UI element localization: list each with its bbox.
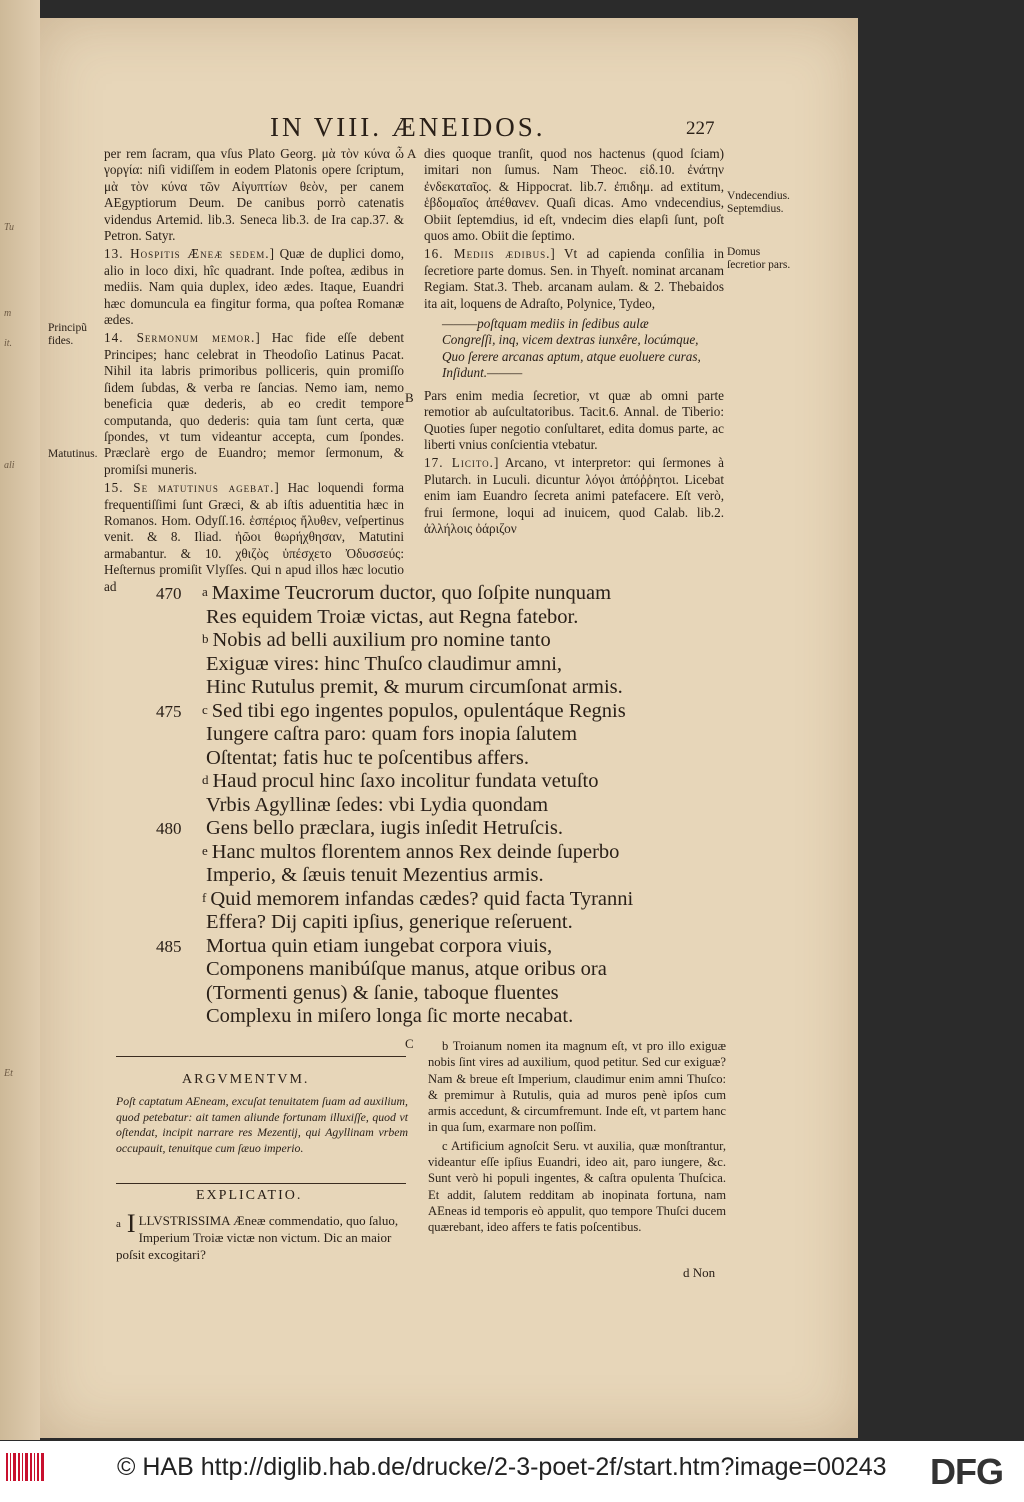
- lemma: 17. Licito.: [424, 455, 494, 471]
- verse-line: e Hanc multos florentem annos Rex deinde ſuperbo: [202, 840, 620, 863]
- paragraph: per rem ſacram, qua vſus Plato Georg. μὰ τὸν κύνα ὦ γοργία: niſi vidiſſem in eodem Platonis opere ſcriptum, μὰ τὸν κύνα τῶν Αἰγυπτίων θεὸν, per canem AEgyptiorum Deum. De canibus porrò catenatis videndus Artemid. lib.3. Seneca lib.3. de Ira cap.37. & Petron. Satyr.: [104, 146, 404, 244]
- paragraph: 13. Hospitis Æneæ sedem.] Quæ de duplici domo, alio in loco dixi, hîc quadrant. Inde poſtea, ædibus in mediis. Nam quia duplex, ideo ædes. Itaque, Euandri hæc domuncula ea fingitur forma, qua poſtea Romanæ ædes.: [104, 246, 404, 328]
- page-number: 227: [686, 118, 715, 139]
- dfg-logo: DFG: [930, 1451, 1003, 1492]
- lemma: 16. Mediis ædibus.: [424, 246, 551, 262]
- catchword: d Non: [683, 1265, 716, 1280]
- margin-note: Matutinus.: [48, 448, 98, 460]
- argumentum-title: ARGVMENTVM.: [182, 1072, 310, 1087]
- verse-line: Oſtentat; fatis huc te poſcentibus affers.: [206, 746, 529, 769]
- verse-line: Complexu in miſero longa ſic morte necabat.: [206, 1005, 574, 1027]
- lemma: 14. Sermonum memor.: [104, 330, 256, 346]
- verse-line: Res equidem Troiæ victas, aut Regna fatebor.: [206, 605, 579, 628]
- edge-mark: ali: [4, 460, 15, 471]
- argumentum-text: Poſt captatum AEneam, excuſat tenuitatem ſuam ad auxilium, quod petebatur: ait tamen aliunde fortunam illuxiſſe, quod vt oſtendat, incipit narrare res Mezentij, qui Agyllinam vrbem occupauit, tenuitque cum ſæuo imperio.: [116, 1094, 408, 1155]
- verse-line: 485 Mortua quin etiam iungebat corpora viuis,: [156, 934, 553, 957]
- verse-line: b Nobis ad belli auxilium pro nomine tanto: [202, 629, 551, 651]
- verse-line: Exiguæ vires: hinc Thuſco claudimur amni,: [206, 652, 563, 675]
- margin-note: Principũ fides.: [48, 322, 87, 347]
- lemma: 13. Hospitis Æneæ sedem.: [104, 246, 270, 262]
- verse-line: d Haud procul hinc ſaxo incolitur fundata vetuſto: [202, 770, 599, 792]
- note-letter: a: [116, 1218, 121, 1230]
- copyright-link[interactable]: © HAB http://diglib.hab.de/drucke/2-3-poet-2f/start.htm?image=00243: [117, 1453, 887, 1481]
- edge-mark: Et: [4, 1068, 13, 1079]
- verse-line: Vrbis Agyllinæ ſedes: vbi Lydia quondam: [206, 793, 549, 816]
- verse-line: Componens manibúſque manus, atque oribus ora: [206, 958, 607, 980]
- margin-note: Domus ſecretior pars.: [727, 246, 791, 271]
- quotation: ———poſtquam mediis in ſedibus aulæ Congreſſi, inq, vicem dextras iunxêre, locúmque, Quo ſerere arcanas aptum, atque euoluere curas, Inſidunt.———: [442, 316, 701, 381]
- paragraph: 15. Se matutinus agebat.] Hac loquendi forma frequentiſſimi ſunt Græci, & ab iſtis aduentitia hæc in Romanos. Hom. Odyſſ.16. ἑσπέριος ἤλυθεν, veſpertinus venit. & 8. Iliad. ἠῶοι θωρήχθησαν, Matutini armabantur. & 10. χθιζὸς ὑπέσχετο Ὀδυσσεύς: Heſternus promiſit Vlyſſes. Qui n apud illos hæc locutio ad: [104, 480, 404, 594]
- edge-mark: it.: [4, 338, 13, 349]
- notes-right-column: [428, 1038, 726, 1238]
- explicatio-text: a I LLVSTRISSIMA Æneæ commendatio, quo ſaluo, Imperium Troiæ victæ non victum. Dic an maior poſsit excogitari?: [116, 1209, 399, 1262]
- verse-line: 475 c Sed tibi ego ingentes populos, opulentáque Regnis: [156, 699, 626, 722]
- verse-line: Hinc Rutulus premit, & murum circumſonat armis.: [206, 676, 623, 698]
- divider: [116, 1183, 406, 1184]
- lemma: 15. Se matutinus agebat.: [104, 480, 275, 496]
- note-b: b Troianum nomen ita magnum eſt, vt pro illo exiguæ nobis ſint vires ad auxilium, quod petitur. Sed cur exiguæ? Nam & breue eſt Imperium, claudimur enim amni Thuſco: & premimur à Rutulis, quia ad muros penè ipſos cum armis accedunt, & circumfremunt. Inde eſt, vt partem hanc in qua ſum, exarmare non poſſim.: [428, 1039, 726, 1135]
- divider: [116, 1056, 406, 1057]
- verse-line: (Tormenti genus) & ſanie, taboque fluentes: [206, 981, 559, 1004]
- verse-line: Imperio, & ſæuis tenuit Mezentius armis.: [206, 864, 544, 886]
- verse-block: [156, 580, 796, 1027]
- edge-mark: m: [4, 308, 12, 319]
- section-letter: A: [407, 146, 417, 161]
- facing-page-edge: [0, 0, 40, 1440]
- margin-note: Vndecendius. Septemdius.: [727, 190, 790, 215]
- running-title: IN VIII. ÆNEIDOS.: [270, 112, 546, 142]
- verse-line: Iungere caſtra paro: quam fors inopia ſalutem: [206, 723, 578, 745]
- section-letter: B: [405, 390, 414, 405]
- edge-mark: Tu: [4, 222, 15, 233]
- paragraph: Pars enim media ſecretior, vt quæ ab omni parte remotior ab auſcultatoribus. Tacit.6. Annal. de Tiberio: Quoties ſuper negotio conſultaret, edita domus parte, ac liberti vnius conſcientia vtebatur.: [424, 387, 724, 452]
- verse-line: Effera? Dij capiti ipſius, generique reſeruent.: [206, 911, 573, 933]
- section-letter: C: [405, 1036, 414, 1051]
- paragraph: dies quoque tranſit, quod nos hactenus (quod ſciam) imitari non ſumus. Nam Theoc. εἰδ.10. ἐνάτην ἐνδεκαταῖος. & Hippocrat. lib.7. ἐπιδημ. ad extitum, ἑβδομαῖος ἀπέθανεν. Quaſi dicas. Amo vndecendius, Obiit ſeptemdius, id eſt, vndecim dies elapſi ſunt, poſt quos amo. Obiit die ſeptimo.: [424, 146, 724, 244]
- paragraph: 17. Licito.] Arcano, vt interpretor: qui ſermones à Plutarch. in Luculi. dicuntur λόγοι ἀπόῤῥητοι. Licebat enim iam Euandro ſecreta animi patefacere. Eſt verò, frui ſermone, loqui ad inuicem, quod Calab. lib.2. ἀλλήλοις ὀάριζον: [424, 455, 725, 536]
- barcode-icon: [6, 1453, 46, 1481]
- verse-line: f Quid memorem infandas cædes? quid facta Tyranni: [202, 887, 634, 910]
- verse-line: 470 a Maxime Teucrorum ductor, quo ſoſpite nunquam: [156, 582, 612, 604]
- paragraph: 16. Mediis ædibus.] Vt ad capienda conſilia in ſecretiore parte domus. Sen. in Thyeſt. nominat arcanam Regiam. Stat.3. Theb. arcanam aulam. & 2. Thebaidos ita ait, loquens de Adraſto, Polynice, Tydeo,: [424, 246, 725, 311]
- footer-bar: [0, 1441, 1024, 1502]
- explicatio-title: EXPLICATIO.: [196, 1188, 303, 1203]
- verse-line: 480 Gens bello præclara, iugis inſedit Hetruſcis.: [156, 817, 563, 839]
- initial-letter: I: [126, 1209, 136, 1238]
- commentary-left-column: [104, 146, 404, 597]
- note-c: c Artificium agnoſcit Seru. vt auxilia, quæ monſtrantur, videantur eſſe ipſius Euandri, ideo ait, paro iungere, &c. Sunt verò hi populi ingentes, & caſtra opulenta Thuſcica. Et addit, ſalutem redditam ab inopinata fortuna, nam AEneas id temporis eò appulit, quo tempore Thuſci ducem quærebant, ideo affers te fatis poſcentibus.: [428, 1138, 726, 1235]
- paragraph: 14. Sermonum memor.] Hac fide eſſe debent Principes; hanc celebrat in Theodoſio Latinus Pacat. Nihil ita labris primoribus polliceris, quin promiſſo ſidem ſubdas, & verba re ſancias. Nemo iam, nemo beneficia quæ dederis, ab eo credit tempore computanda, quo dederis: quia tam ſunt certa, quæ ſpondes, vt tum videantur accepta, cum ſpondes. Præclarè ergo de Euandro; memor ſermonum, & promiſsi muneris.: [104, 330, 404, 477]
- commentary-right-column: [424, 146, 724, 539]
